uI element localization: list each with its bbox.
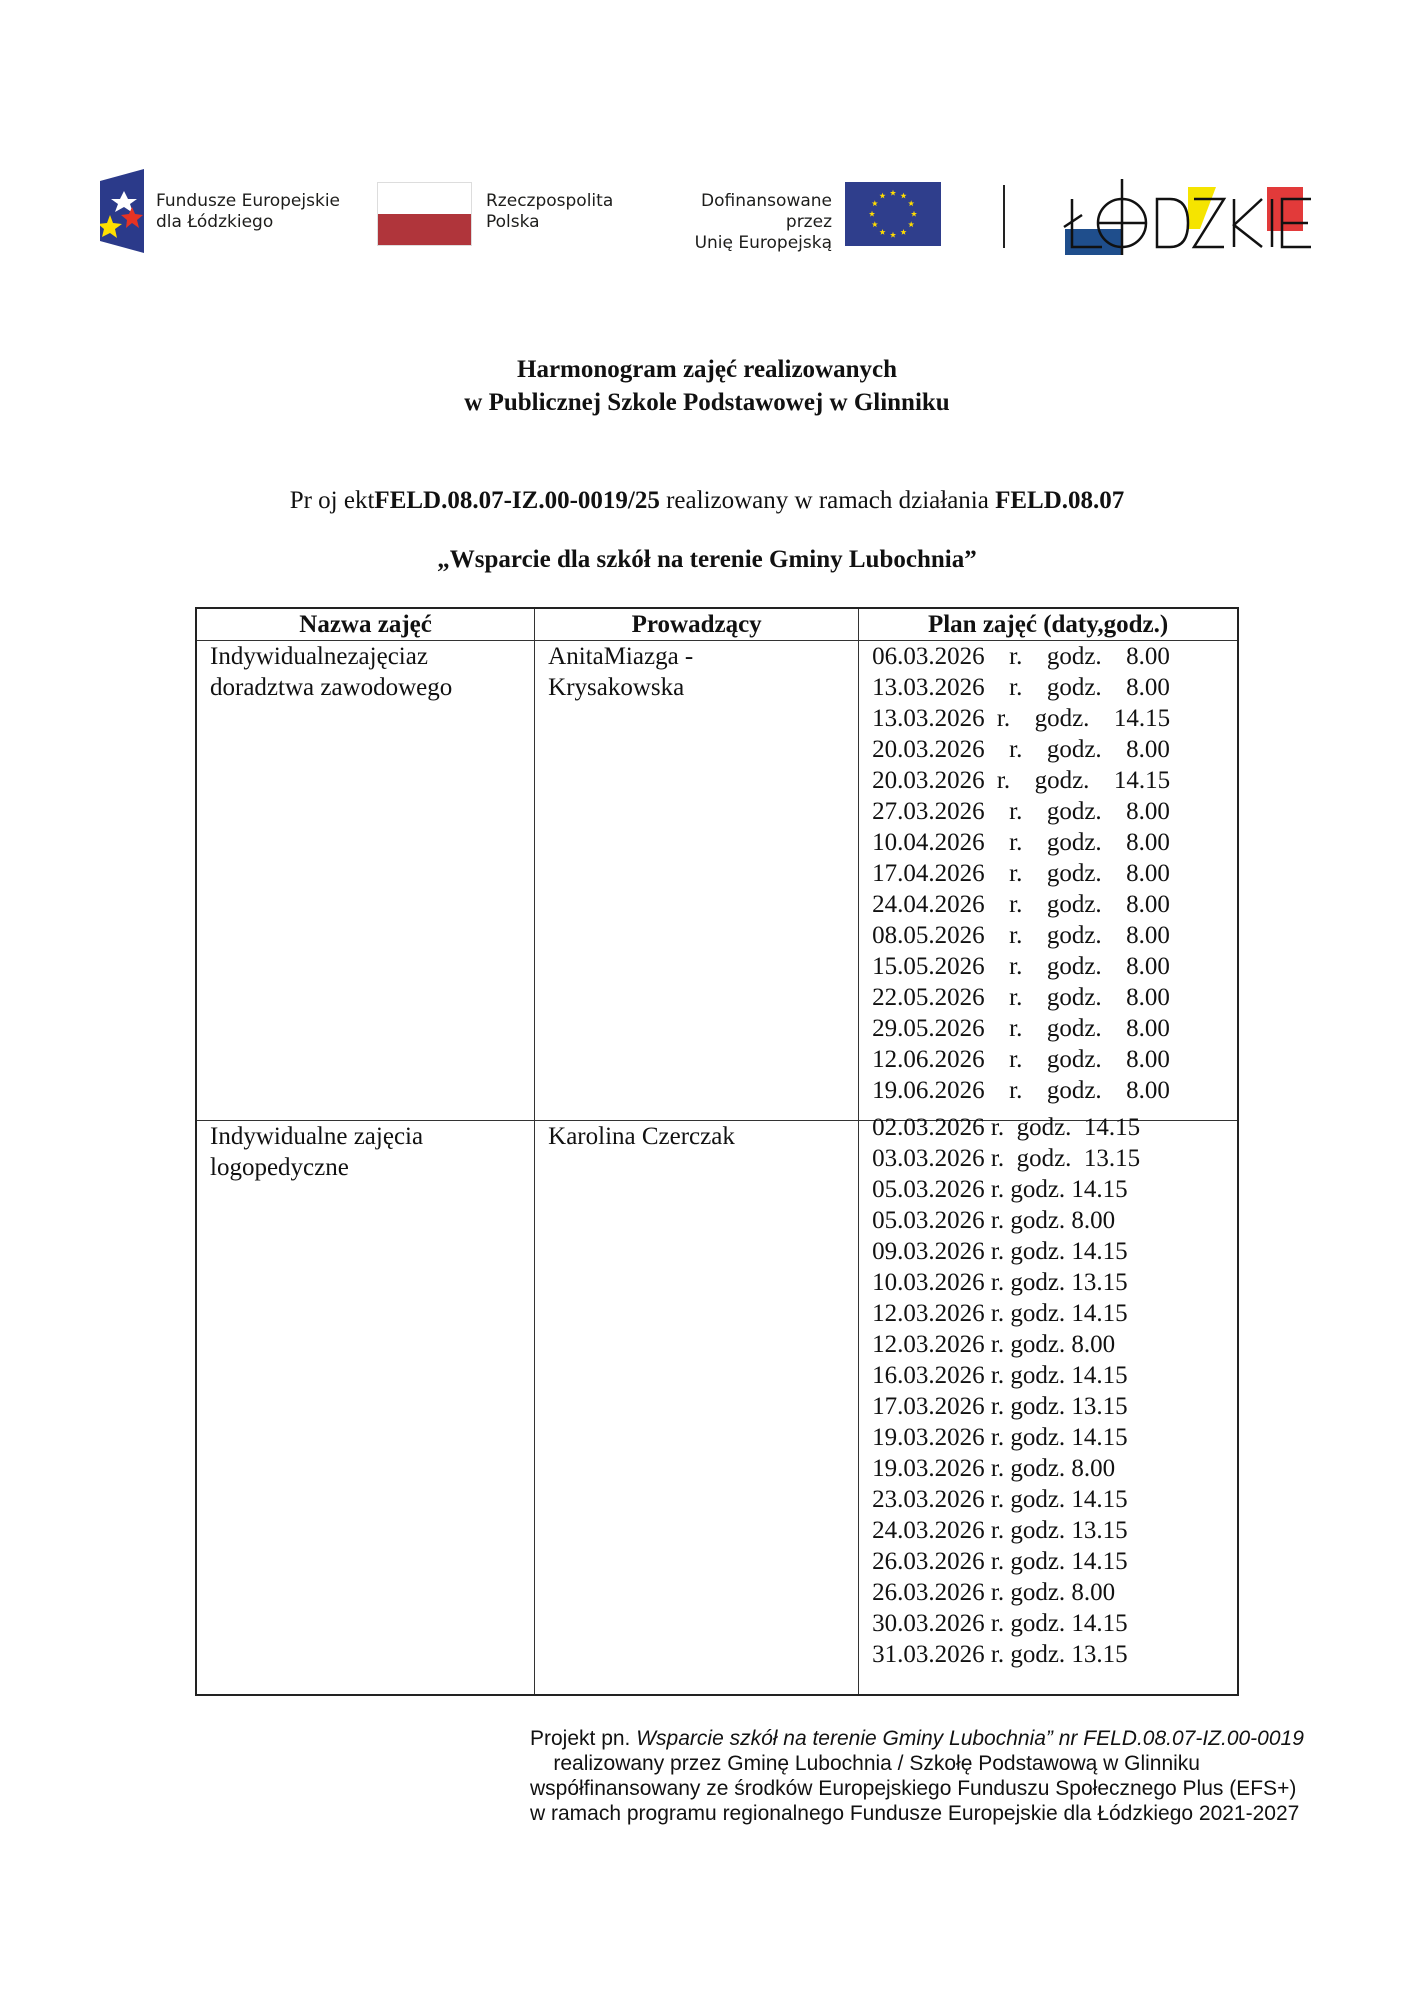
- schedule-date-entry: 17.04.2026 r. godz. 8.00: [872, 860, 1170, 887]
- logo-divider: [1003, 185, 1005, 248]
- dates-cell: [859, 1114, 1238, 1696]
- eu-text-line2: Unię Europejską: [694, 233, 832, 253]
- project-line: [0, 486, 1414, 516]
- activity-name-line: logopedyczne: [210, 1154, 349, 1181]
- schedule-date-entry: 17.03.2026 r. godz. 13.15: [872, 1393, 1128, 1420]
- schedule-date-entry: 06.03.2026 r. godz. 8.00: [872, 643, 1170, 670]
- fundusze-europejskie-logo-icon: [100, 169, 144, 253]
- table-header-row: [196, 608, 1238, 641]
- footer-line4: w ramach programu regionalnego Fundusze Europejskie dla Łódzkiego 2021-2027: [530, 1802, 1300, 1825]
- eu-text-line1: Dofinansowane przez: [701, 191, 832, 232]
- schedule-date-entry: 19.06.2026 r. godz. 8.00: [872, 1077, 1170, 1104]
- lodzkie-logo-icon: [1062, 177, 1322, 257]
- column-header-name: Nazwa zajęć: [196, 608, 535, 641]
- eu-cofinanced-label: [650, 191, 832, 254]
- column-header-plan: Plan zajęć (daty,godz.): [859, 608, 1238, 641]
- schedule-date-entry: 09.03.2026 r. godz. 14.15: [872, 1238, 1128, 1265]
- activity-name-line: doradztwa zawodowego: [210, 674, 453, 701]
- pl-text-line1: Rzeczpospolita: [486, 191, 614, 211]
- schedule-date-entry: 02.03.2026 r. godz. 14.15: [872, 1114, 1141, 1141]
- activity-name-cell: [196, 1121, 535, 1696]
- schedule-date-entry: 27.03.2026 r. godz. 8.00: [872, 798, 1170, 825]
- activity-name-line: Indywidualnezajęciaz: [210, 643, 428, 670]
- schedule-date-entry: 12.03.2026 r. godz. 14.15: [872, 1300, 1128, 1327]
- schedule-date-entry: 19.03.2026 r. godz. 14.15: [872, 1424, 1128, 1451]
- footer-line1: [530, 1726, 1304, 1751]
- schedule-date-entry: 08.05.2026 r. godz. 8.00: [872, 922, 1170, 949]
- activity-name-cell: [196, 641, 535, 1121]
- pl-text-line2: Polska: [486, 212, 540, 232]
- footer-line2: realizowany przez Gminę Lubochnia / Szkołę Podstawową w Glinniku: [530, 1752, 1200, 1775]
- teacher-name-line: AnitaMiazga -: [548, 643, 694, 670]
- schedule-date-entry: 13.03.2026 r. godz. 8.00: [872, 674, 1170, 701]
- document-title-school: w Publicznej Szkole Podstawowej w Glinniku: [464, 389, 950, 416]
- schedule-date-entry: 20.03.2026 r. godz. 14.15: [872, 767, 1171, 794]
- schedule-date-entry: 29.05.2026 r. godz. 8.00: [872, 1015, 1170, 1042]
- schedule-date-entry: 19.03.2026 r. godz. 8.00: [872, 1455, 1116, 1482]
- schedule-date-entry: 23.03.2026 r. godz. 14.15: [872, 1486, 1128, 1513]
- footer-project-name: Wsparcie szkół na terenie Gminy Lubochnia” nr FELD.08.07-IZ.00-0019: [636, 1727, 1304, 1750]
- project-middle-text: realizowany w ramach działania: [659, 487, 996, 514]
- action-code: FELD.08.07: [995, 487, 1125, 514]
- project-prefix: Pr oj ekt: [289, 487, 375, 514]
- schedule-date-entry: 05.03.2026 r. godz. 14.15: [872, 1176, 1128, 1203]
- teacher-cell: [535, 1121, 859, 1696]
- table-row: [196, 641, 1238, 1121]
- teacher-cell: [535, 641, 859, 1121]
- eu-flag-icon: [845, 182, 941, 246]
- schedule-date-entry: 24.03.2026 r. godz. 13.15: [872, 1517, 1128, 1544]
- project-subtitle: „Wsparcie dla szkół na terenie Gminy Lubochnia”: [437, 546, 977, 573]
- footer-line3: współfinansowany ze środków Europejskiego Funduszu Społecznego Plus (EFS+): [530, 1777, 1297, 1800]
- teacher-name-line: Krysakowska: [548, 674, 685, 701]
- schedule-date-entry: 13.03.2026 r. godz. 14.15: [872, 705, 1171, 732]
- dates-cell: [859, 641, 1238, 1121]
- schedule-date-entry: 31.03.2026 r. godz. 13.15: [872, 1641, 1128, 1668]
- footer-note: [530, 1726, 1304, 1826]
- dates-list: [859, 641, 1237, 1120]
- project-code: FELD.08.07-IZ.00-0019/25: [374, 487, 660, 514]
- teacher-name-line: Karolina Czerczak: [548, 1123, 735, 1150]
- schedule-date-entry: 15.05.2026 r. godz. 8.00: [872, 953, 1170, 980]
- schedule-date-entry: 30.03.2026 r. godz. 14.15: [872, 1610, 1128, 1637]
- fe-text-line1: Fundusze Europejskie: [156, 191, 340, 211]
- schedule-table: [195, 607, 1239, 1696]
- dates-list: [859, 1112, 1237, 1670]
- schedule-date-entry: 24.04.2026 r. godz. 8.00: [872, 891, 1170, 918]
- schedule-date-entry: 20.03.2026 r. godz. 8.00: [872, 736, 1170, 763]
- activity-name-line: Indywidualne zajęcia: [210, 1123, 424, 1150]
- schedule-date-entry: 05.03.2026 r. godz. 8.00: [872, 1207, 1116, 1234]
- fundusze-europejskie-label: [156, 191, 340, 233]
- footer-prefix: Projekt pn.: [530, 1727, 637, 1750]
- schedule-date-entry: 26.03.2026 r. godz. 14.15: [872, 1548, 1128, 1575]
- table-row: [196, 1121, 1238, 1696]
- schedule-date-entry: 10.04.2026 r. godz. 8.00: [872, 829, 1170, 856]
- logo-bar: [0, 165, 1414, 265]
- schedule-date-entry: 12.03.2026 r. godz. 8.00: [872, 1331, 1116, 1358]
- schedule-date-entry: 10.03.2026 r. godz. 13.15: [872, 1269, 1128, 1296]
- document-title: Harmonogram zajęć realizowanych: [517, 356, 897, 383]
- schedule-date-entry: 12.06.2026 r. godz. 8.00: [872, 1046, 1170, 1073]
- polish-flag-icon: [377, 182, 472, 246]
- fe-text-line2: dla Łódzkiego: [156, 212, 274, 232]
- schedule-date-entry: 26.03.2026 r. godz. 8.00: [872, 1579, 1116, 1606]
- schedule-date-entry: 03.03.2026 r. godz. 13.15: [872, 1145, 1141, 1172]
- schedule-date-entry: 22.05.2026 r. godz. 8.00: [872, 984, 1170, 1011]
- rzeczpospolita-label: [486, 191, 613, 233]
- schedule-date-entry: 16.03.2026 r. godz. 14.15: [872, 1362, 1128, 1389]
- column-header-teacher: Prowadzący: [535, 608, 859, 641]
